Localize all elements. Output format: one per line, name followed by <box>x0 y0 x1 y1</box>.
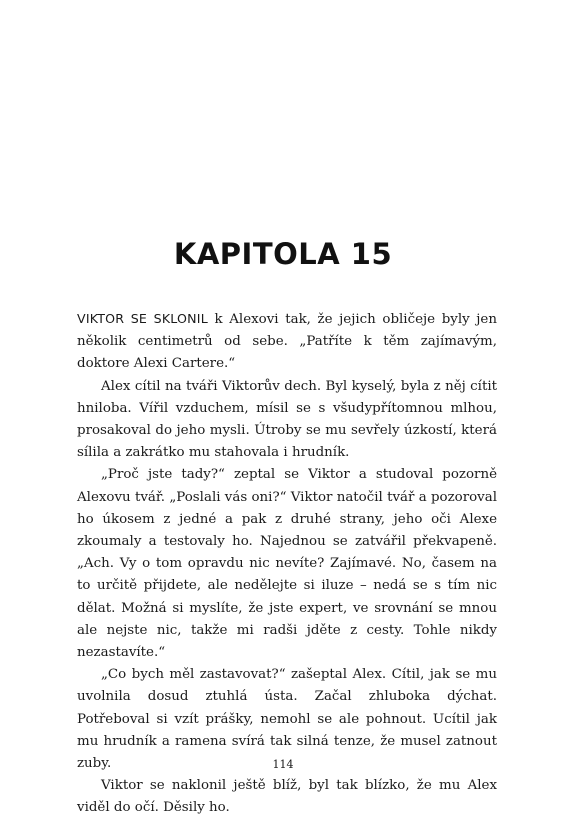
chapter-title: KAPITOLA 15 <box>173 237 393 272</box>
page-number: 114 <box>272 758 294 771</box>
paragraph-2: Alex cítil na tváři Viktorův dech. Byl kyselý, byla z něj cítit hniloba. Vířil vzduchem, mísil se s všudypřítomnou mlhou, prosakoval do jeho mysli. Útroby se mu sevřely úzkostí, která sílila a zakrátko mu stahovala i hrudník. <box>77 378 497 461</box>
lead-in-small-caps: VIKTOR SE SKLONIL <box>77 311 208 326</box>
paragraph-5: Viktor se naklonil ještě blíž, byl tak blízko, že mu Alex viděl do očí. Děsily ho. <box>77 778 497 816</box>
paragraph-3: „Proč jste tady?“ zeptal se Viktor a studoval pozorně Alexovu tvář. „Poslali vás oni?“ Viktor natočil tvář a pozoroval ho úkosem z jedné a pak z druhé strany, jeho oči Alexe zkoumaly a testovaly ho. Najednou se zatvářil překvapeně. „Ach. Vy o tom opravdu nic nevíte? Zajímavé. No, časem na to určitě přijdete, ale nedělejte si iluze – nedá se s tím nic dělat. Možná si myslíte, že jste expert, ve srovnání se mnou ale nejste nic, takže mi radši jděte z cesty. Tohle nikdy nezastavíte.“ <box>77 467 497 661</box>
paragraph-4: „Co bych měl zastavovat?“ zašeptal Alex. Cítil, jak se mu uvolnila dosud ztuhlá ústa. Začal zhluboka dýchat. Potřeboval si vzít prášky, nemohl se ale pohnout. Ucítil jak mu hrudník a ramena svírá tak silná tenze, že musel zatnout zuby. <box>77 667 497 772</box>
paragraph-1 <box>77 308 497 376</box>
paragraph-1-text: k Alexovi tak, že jejich obličeje byly jen několik centimetrů od sebe. „Patříte k těm zajímavým, doktore Alexi Cartere.“ <box>77 312 497 372</box>
chapter-body <box>77 308 497 820</box>
